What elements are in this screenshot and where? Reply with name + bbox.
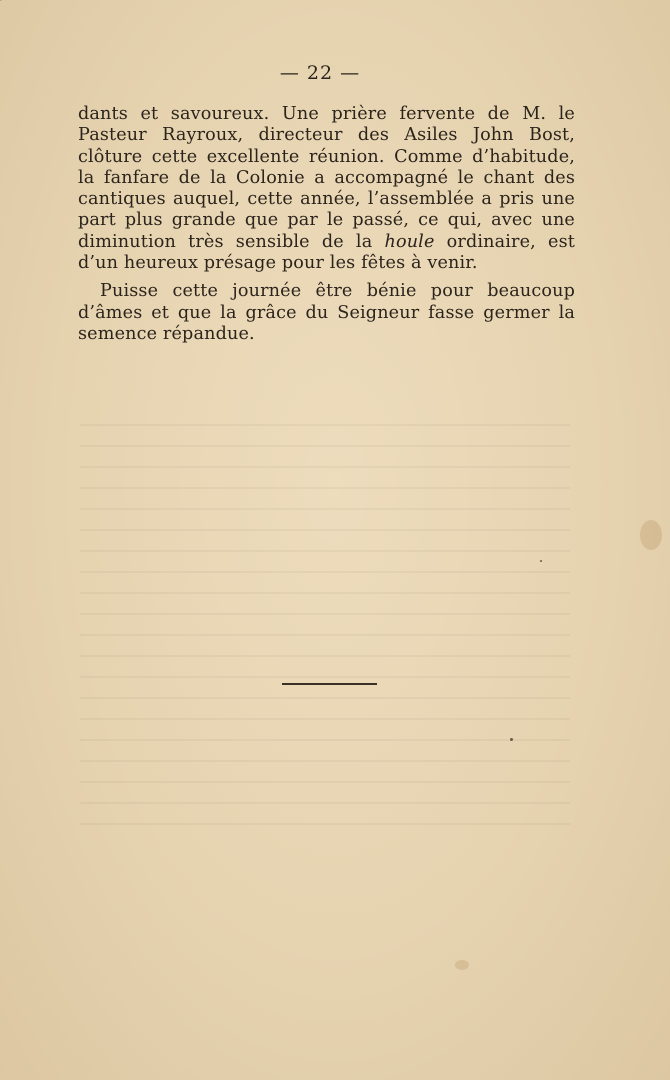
ink-speck — [510, 738, 513, 741]
ink-speck — [540, 560, 542, 562]
corner-fold-mark — [0, 0, 35, 17]
paragraph-2: Puisse cette journée être bénie pour beaucoup d’âmes et que la grâce du Seigneur fasse germer la semence répandue. — [78, 281, 575, 344]
paragraph-1 — [78, 104, 575, 274]
foxing-stain — [640, 520, 662, 550]
body-text — [78, 104, 575, 345]
show-through-texture — [80, 410, 570, 830]
paragraph-1-text-a: dants et savoureux. Une prière fervente de M. le Pasteur Rayroux, directeur des Asiles John Bost, clôture cette excellente réunion. Comme d’habitude, la fanfare de la Colonie a accompagné le chant des cantiques auquel, cette année, l’assemblée a pris une part plus grande que par le passé, ce qui, avec une diminution très sensible de la — [78, 104, 575, 252]
italic-word: houle — [384, 231, 435, 252]
paragraph-1-text-b: ordinaire, est d’un heureux présage pour les fêtes à venir. — [78, 231, 575, 274]
page-number: — 22 — — [279, 62, 361, 84]
section-end-rule — [282, 683, 377, 685]
foxing-stain — [455, 960, 469, 970]
